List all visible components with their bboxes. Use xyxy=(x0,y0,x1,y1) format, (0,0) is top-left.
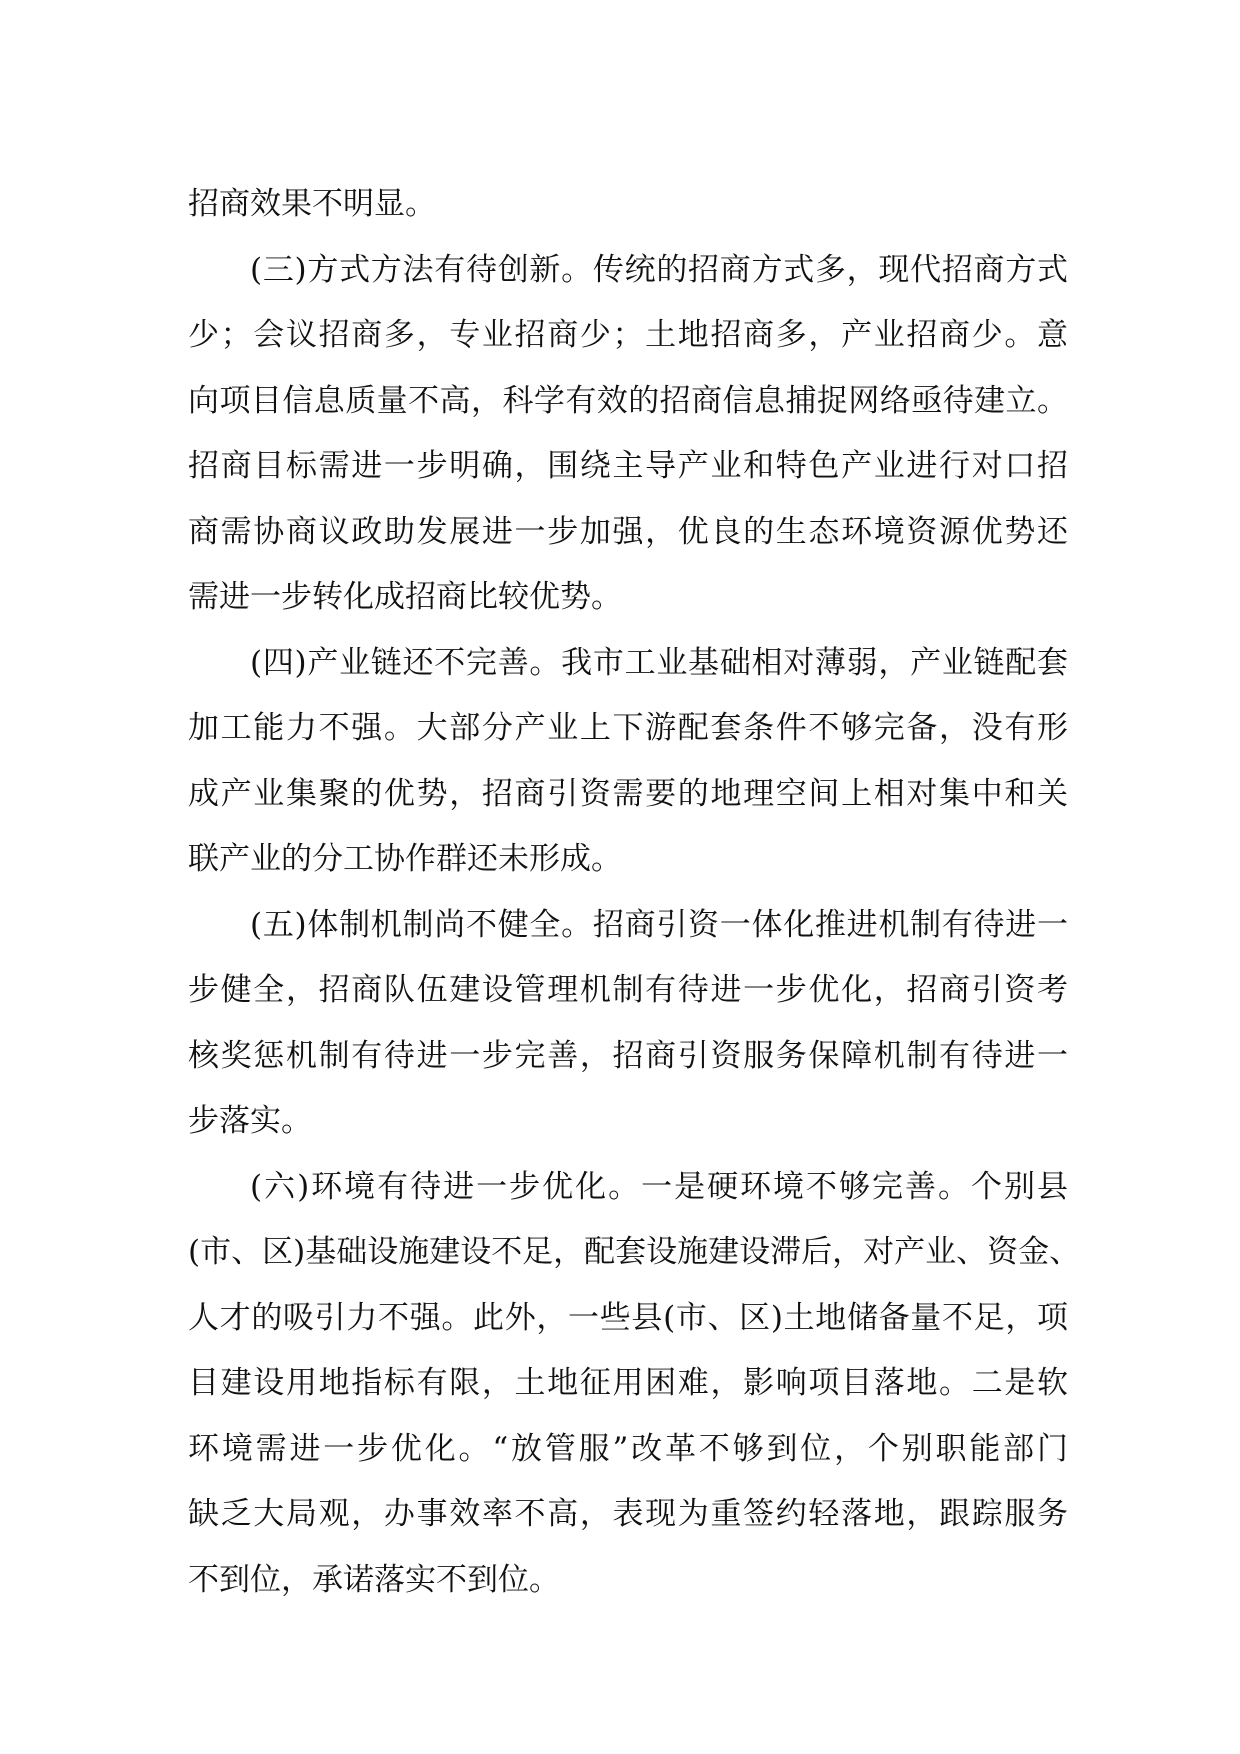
text-line: 需进一步转化成招商比较优势。 xyxy=(188,579,622,615)
text-line: 少；会议招商多，专业招商少；土地招商多，产业招商少。意 xyxy=(188,317,1068,353)
text-line: 人才的吸引力不强。此外，一些县(市、区)土地储备量不足，项 xyxy=(188,1299,1068,1336)
text-line: (三)方式方法有待创新。传统的招商方式多，现代招商方式 xyxy=(250,251,1068,288)
text-line: 核奖惩机制有待进一步完善，招商引资服务保障机制有待进一 xyxy=(188,1037,1068,1074)
text-line: (五)体制机制尚不健全。招商引资一体化推进机制有待进一 xyxy=(250,906,1068,943)
text-line: (市、区)基础设施建设不足，配套设施建设滞后，对产业、资金、 xyxy=(188,1234,1081,1270)
text-line: 招商效果不明显。 xyxy=(188,186,436,222)
text-line: 缺乏大局观，办事效率不高，表现为重签约轻落地，跟踪服务 xyxy=(188,1496,1068,1532)
text-line: (六)环境有待进一步优化。一是硬环境不够完善。个别县 xyxy=(250,1168,1068,1205)
text-line: 联产业的分工协作群还未形成。 xyxy=(188,841,622,877)
text-line: 成产业集聚的优势，招商引资需要的地理空间上相对集中和关 xyxy=(188,775,1068,812)
text-line: 招商目标需进一步明确，围绕主导产业和特色产业进行对口招 xyxy=(188,448,1068,484)
text-line: 步健全，招商队伍建设管理机制有待进一步优化，招商引资考 xyxy=(188,972,1068,1008)
text-line: (四)产业链还不完善。我市工业基础相对薄弱，产业链配套 xyxy=(250,644,1068,681)
text-line: 目建设用地指标有限，土地征用困难，影响项目落地。二是软 xyxy=(188,1365,1068,1401)
text-line: 商需协商议政助发展进一步加强，优良的生态环境资源优势还 xyxy=(188,513,1068,550)
text-line: 不到位，承诺落实不到位。 xyxy=(188,1561,560,1598)
text-line: 加工能力不强。大部分产业上下游配套条件不够完备，没有形 xyxy=(188,710,1068,746)
text-line: 步落实。 xyxy=(188,1103,312,1139)
text-line: 环境需进一步优化。“放管服”改革不够到位，个别职能部门 xyxy=(188,1430,1068,1467)
text-line: 向项目信息质量不高，科学有效的招商信息捕捉网络亟待建立。 xyxy=(188,382,1068,419)
body-text xyxy=(188,172,1081,1613)
